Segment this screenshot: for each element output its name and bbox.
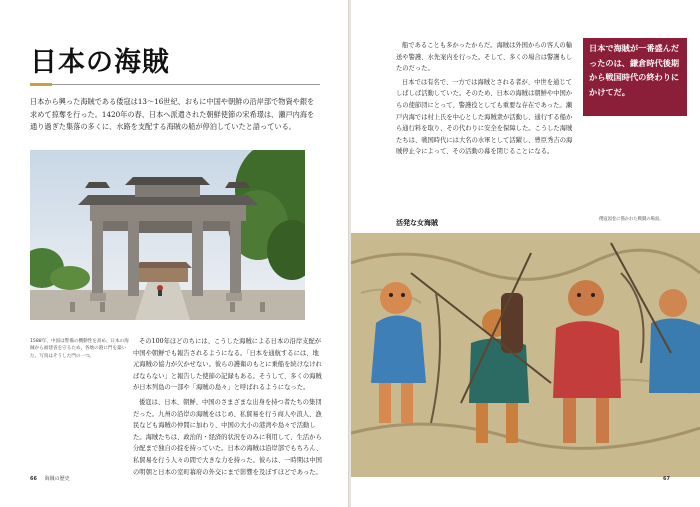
body-paragraph: その100年ほどのちには、こうした海賊による日本の沿岸支配が中国や朝鮮でも報告されるようになる。「日本を通航するには、地元海賊の協力が欠かせない。彼らの護衛のもとに乗船を続けなければならない」と報告した使節の記録もある。そうして、多くの海賊が日本列島の一部や「海賊の島々」と呼ばれるようになった。 <box>133 338 322 392</box>
photo-caption: 1588年、中国は警備の機動性を高め、日本の海賊から福建省を守るため、各地の港に門を築いた。写真はそうした門の一つ。 <box>30 339 129 359</box>
left-page <box>0 0 349 507</box>
pull-quote-box: 日本で海賊が一番盛んだったのは、鎌倉時代後期から戦国時代の終わりにかけてだ。 <box>583 38 687 116</box>
page-number: 67 <box>663 476 670 482</box>
body-paragraph: 日本では有名で、一方では海賊とされる者が、中世を通じてしばしば活動していた。そのため、日本の海賊は朝鮮や中国からの使節団にとって、警護役としても重要な存在であった。瀬戸内海では村上氏を中心とした海賊衆が活動し、通行する船から通行料を取り、その代わりに安全を保障した。こうした海賊たちは、戦国時代には大名の水軍として活躍し、豊臣秀吉の海賊停止令によって、その活動の幕を閉じることになる。 <box>396 78 573 156</box>
running-title: 海賊の歴史 <box>44 476 70 482</box>
title-rule-accent <box>30 83 52 86</box>
body-paragraph: 倭寇は、日本、朝鮮、中国のさまざまな出身を持つ者たちの集団だった。九州の沿岸の海賊をはじめ、私貿易を行う商人や浪人、漁民なども海賊の仲間に加わり、中国の大小の港湾や島々で活動した。海賊たちは、政治的・経済的状況をのみに利用して、生活から分配まで独自の掟を持っていた。日本の海賊は沿岸部でもちろん、私貿易を行う人々の間で大きな力を持った。彼らは、一時期は中国の明朝と日本の室町幕府の外交にまで影響を及ぼすほどであった。 <box>133 398 323 476</box>
footer-left <box>30 475 70 482</box>
page-title: 日本の海賊 <box>30 47 170 78</box>
body-column-left <box>133 336 323 481</box>
body-column-right <box>396 40 574 160</box>
scroll-painting <box>351 233 700 477</box>
scroll-caption: 倭寇図巻に描かれた戦闘の場面。 <box>599 217 664 222</box>
pirate-scroll-illustration <box>351 233 700 477</box>
sub-heading: 活発な女海賊 <box>396 219 438 227</box>
page-number: 66 <box>30 476 37 482</box>
lead-paragraph: 日本から興った海賊である倭寇は13～16世紀、おもに中国や朝鮮の沿岸部で物資や銀を求めて掠奪を行った。1420年の春、日本へ派遣された朝鮮使節の宋希璟は、瀬戸内海を通り過ぎた集落の多くに、水路を支配する海賊の船が停泊していたと語っている。 <box>30 97 315 131</box>
title-rule <box>30 84 320 85</box>
gate-photo-illustration <box>30 150 305 320</box>
gate-photo <box>30 150 305 320</box>
body-paragraph: 船であることも多かったからだ。海賊は外国からの客人の輸送や警護、水先案内を行った。そして、多くの場合は警護もしたのだった。 <box>396 42 573 73</box>
right-page <box>351 0 700 507</box>
